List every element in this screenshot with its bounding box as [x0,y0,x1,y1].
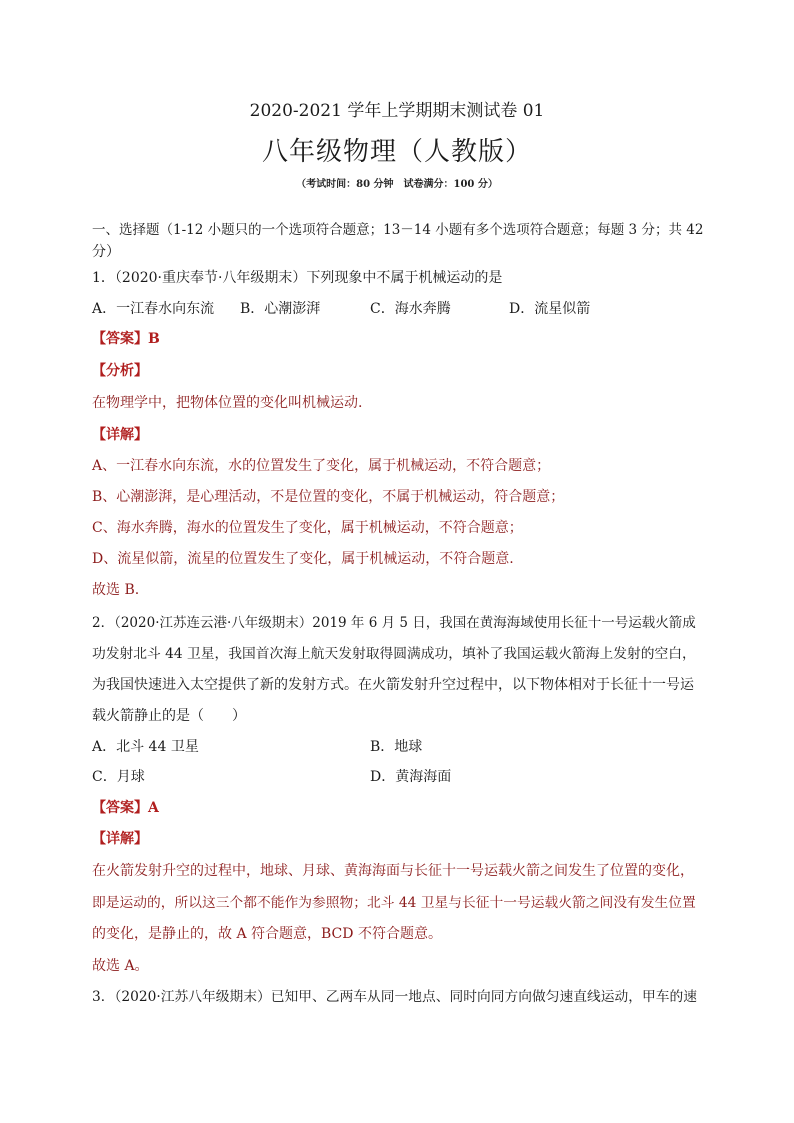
q2-detail-line3: 的变化，是静止的，故 A 符合题意，BCD 不符合题意。 [92,926,442,942]
q1-option-a: A．一江春水向东流 [92,301,215,317]
q2-detail-line2: 即是运动的，所以这三个都不能作为参照物；北斗 44 卫星与长征十一号运载火箭之间没有发生位置 [92,895,696,911]
section-heading-line2: 分） [92,244,120,260]
q1-detail-d: D、流星似箭，流星的位置发生了变化，属于机械运动，不符合题意. [92,551,514,567]
q2-detail-line1: 在火箭发射升空的过程中，地球、月球、黄海海面与长征十一号运载火箭之间发生了位置的变化， [92,863,694,879]
q1-detail-c: C、海水奔腾，海水的位置发生了变化，属于机械运动，不符合题意； [92,520,523,536]
q1-conclusion: 故选 B. [92,582,140,598]
section-heading-line1: 一、选择题（1-12 小题只的一个选项符合题意；13－14 小题有多个选项符合题意；每题 3 分；共 42 [92,222,704,238]
q2-option-a: A．北斗 44 卫星 [92,739,199,755]
q2-option-d: D．黄海海面 [370,769,452,785]
q2-conclusion: 故选 A。 [92,958,149,974]
q2-stem-line2: 功发射北斗 44 卫星，我国首次海上航天发射取得圆满成功，填补了我国运载火箭海上发射的空白， [92,646,696,662]
q1-option-d: D．流星似箭 [509,301,591,317]
exam-info: （考试时间：80 分钟 试卷满分：100 分） [296,179,498,190]
q2-detail-tag: 【详解】 [92,831,148,847]
q1-answer-tag: 【答案】 [92,331,148,347]
q1-stem: 1．（2020·重庆奉节·八年级期末）下列现象中不属于机械运动的是 [92,270,503,286]
q1-answer-value: B [148,331,160,347]
q3-stem-line1: 3．（2020·江苏八年级期末）已知甲、乙两车从同一地点、同时向同方向做匀速直线运动，甲车的速 [92,989,697,1005]
q1-analysis-text: 在物理学中，把物体位置的变化叫机械运动. [92,395,363,411]
q1-detail-tag: 【详解】 [92,427,148,443]
q2-answer-tag: 【答案】 [92,800,148,816]
q2-answer [92,799,159,817]
q2-answer-value: A [148,800,159,816]
q1-analysis-tag: 【分析】 [92,363,148,379]
q1-detail-b: B、心潮澎湃，是心理活动，不是位置的变化，不属于机械运动，符合题意； [92,489,565,505]
q2-stem-line4: 载火箭静止的是（ ） [92,708,246,724]
q1-answer [92,330,160,348]
q2-option-b: B．地球 [370,739,423,755]
q1-option-c: C．海水奔腾 [370,301,451,317]
q1-option-b: B．心潮澎湃 [240,301,321,317]
q2-option-c: C．月球 [92,769,145,785]
q1-detail-a: A、一江春水向东流，水的位置发生了变化，属于机械运动，不符合题意； [92,458,551,474]
subject-title: 八年级物理（人教版） [261,137,532,167]
q2-stem-line3: 为我国快速进入太空提供了新的发射方式。在火箭发射升空过程中，以下物体相对于长征十一号运 [92,677,694,693]
q2-stem-line1: 2．（2020·江苏连云港·八年级期末）2019 年 6 月 5 日，我国在黄海海域使用长征十一号运载火箭成 [92,615,696,631]
exam-title: 2020-2021 学年上学期期末测试卷 01 [249,101,545,121]
